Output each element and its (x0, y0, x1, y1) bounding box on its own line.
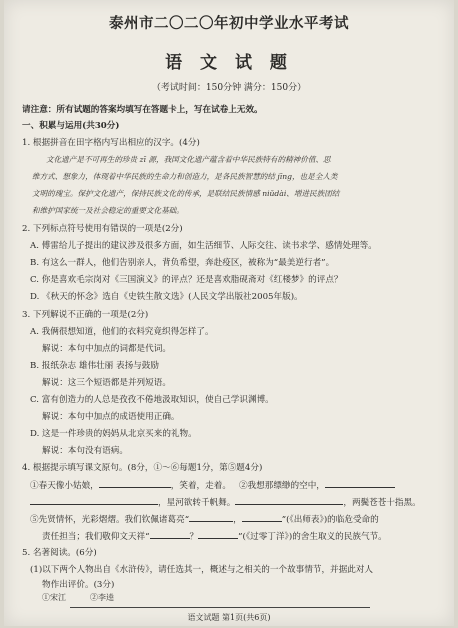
answer-blank[interactable] (30, 495, 158, 505)
answer-blank[interactable] (235, 495, 343, 505)
answer-blank[interactable] (198, 529, 238, 539)
q3-explanation-b: 解说：这三个短语都是并列短语。 (42, 378, 171, 388)
q4-prompt-6b: ”(《过零丁洋》)的舍生取义的民族气节。 (238, 532, 387, 542)
q5-stem: 5. 名著阅读。(6分) (22, 548, 97, 558)
q2-option-c: C. 你是喜欢毛宗岗对《三国演义》的评点？还是喜欢脂砚斋对《红楼梦》的评点？ (30, 275, 343, 285)
answer-blank[interactable] (150, 529, 190, 539)
q2-option-d: D. 《秋天的怀念》选自《史铁生散文选》(人民文学出版社2005年版)。 (30, 292, 303, 302)
q4-prompt-5: ⑤先贤情怀，光彩熠熠。我们钦佩诸葛亮“ (30, 515, 190, 525)
q4-line-4 (42, 529, 387, 542)
q5-option-2: ②李逵 (90, 593, 114, 602)
q1-passage-line: 和维护国家统一及社会稳定的重要文化基础。 (32, 206, 184, 215)
q5-options (42, 592, 114, 603)
q3-option-a: A. 我俩很想知道，他们的衣料究竟织得怎样了。 (30, 327, 214, 337)
q4-line-1 (30, 478, 395, 491)
answer-blank[interactable] (325, 478, 395, 488)
q4-prompt-1: ①春天像小姑娘， (30, 481, 99, 491)
q3-option-b: B. 报纸杂志 雄伟壮丽 表扬与鼓励 (30, 361, 159, 371)
q1-stem: 1. 根据拼音在田字格内写出相应的汉字。(4分) (22, 138, 200, 148)
q3-stem: 3. 下列解说不正确的一项是(2分) (22, 310, 149, 320)
q4-prompt-6: 责任担当；我们敬仰文天祥“ (42, 532, 150, 542)
q3-explanation-c: 解说：本句中加点的成语使用正确。 (42, 412, 180, 422)
answer-blank[interactable] (99, 478, 171, 488)
q3-explanation-d: 解说：本句没有语病。 (42, 446, 128, 456)
q3-explanation-a: 解说：本句中加点的词都是代词。 (42, 344, 171, 354)
answer-blank[interactable] (189, 512, 233, 522)
q4-prompt-5b: ”(《出师表》)的临危受命的 (281, 515, 379, 525)
q1-passage-line: 维方式、想象力，体现着中华民族的生命力和创造力，是各民族智慧的结 jīng，也是全人类 (32, 172, 338, 181)
q5-option-1: ①宋江 (42, 593, 66, 602)
time-info: （考试时间：150分钟 满分：150分） (151, 83, 307, 93)
q2-stem: 2. 下列标点符号使用有错误的一项是(2分) (22, 224, 183, 234)
exam-title: 泰州市二〇二〇年初中学业水平考试 (109, 15, 349, 32)
q4-prompt-1b: ，笑着，走着。 (170, 481, 231, 491)
q4-prompt-3: ，星河欲转千帆舞。 (158, 498, 236, 508)
q4-line-2 (30, 495, 421, 508)
q4-stem: 4. 根据提示填写课文原句。(8分，①～⑥每题1分，第⑤题4分) (22, 463, 263, 473)
q3-option-d: D. 这是一件珍贵的妈妈从北京买来的礼物。 (30, 429, 197, 439)
q1-passage-line: 文明的瑰宝。保护文化遗产，保持民族文化的传承，是联结民族情感 niǔdài、增进民族团结 (32, 189, 340, 198)
section-1-heading: 一、积累与运用(共30分) (22, 121, 120, 131)
q2-option-a: A. 傅雷给儿子提出的建议涉及很多方面，如生活细节、人际交往、读书求学、感情处理等。 (30, 241, 377, 251)
q2-option-b: B. 有这么一群人，他们告别亲人，背负希望，奔赴疫区，被称为“最美逆行者”。 (30, 258, 335, 268)
page-footer: 语文试题 第1页(共6页) (187, 613, 271, 622)
q5-sub1-cont: 物作出评价。(3分) (42, 580, 115, 590)
q4-prompt-4: ，两鬓苍苍十指黑。 (343, 498, 421, 508)
q4-question-mark: ？ (189, 532, 199, 542)
notice: 请注意：所有试题的答案均填写在答题卡上，写在试卷上无效。 (22, 105, 263, 115)
subject-title: 语 文 试 题 (165, 53, 293, 73)
q3-option-c: C. 富有创造力的人总是孜孜不倦地汲取知识，使自己学识渊博。 (30, 395, 274, 405)
page-divider (70, 607, 370, 608)
q4-comma: ， (233, 515, 242, 525)
q1-passage-line: 文化遗产是不可再生的珍贵 zī 源，我国文化遗产蕴含着中华民族特有的精神价值、思 (46, 155, 331, 164)
answer-blank[interactable] (242, 512, 282, 522)
q4-prompt-2: ②我想那缥缈的空中， (238, 481, 325, 491)
q5-sub1: (1)以下两个人物出自《水浒传》，请任选其一，概述与之相关的一个故事情节，并据此对人 (30, 565, 374, 575)
exam-page (4, 0, 454, 626)
q4-line-3 (30, 512, 379, 525)
